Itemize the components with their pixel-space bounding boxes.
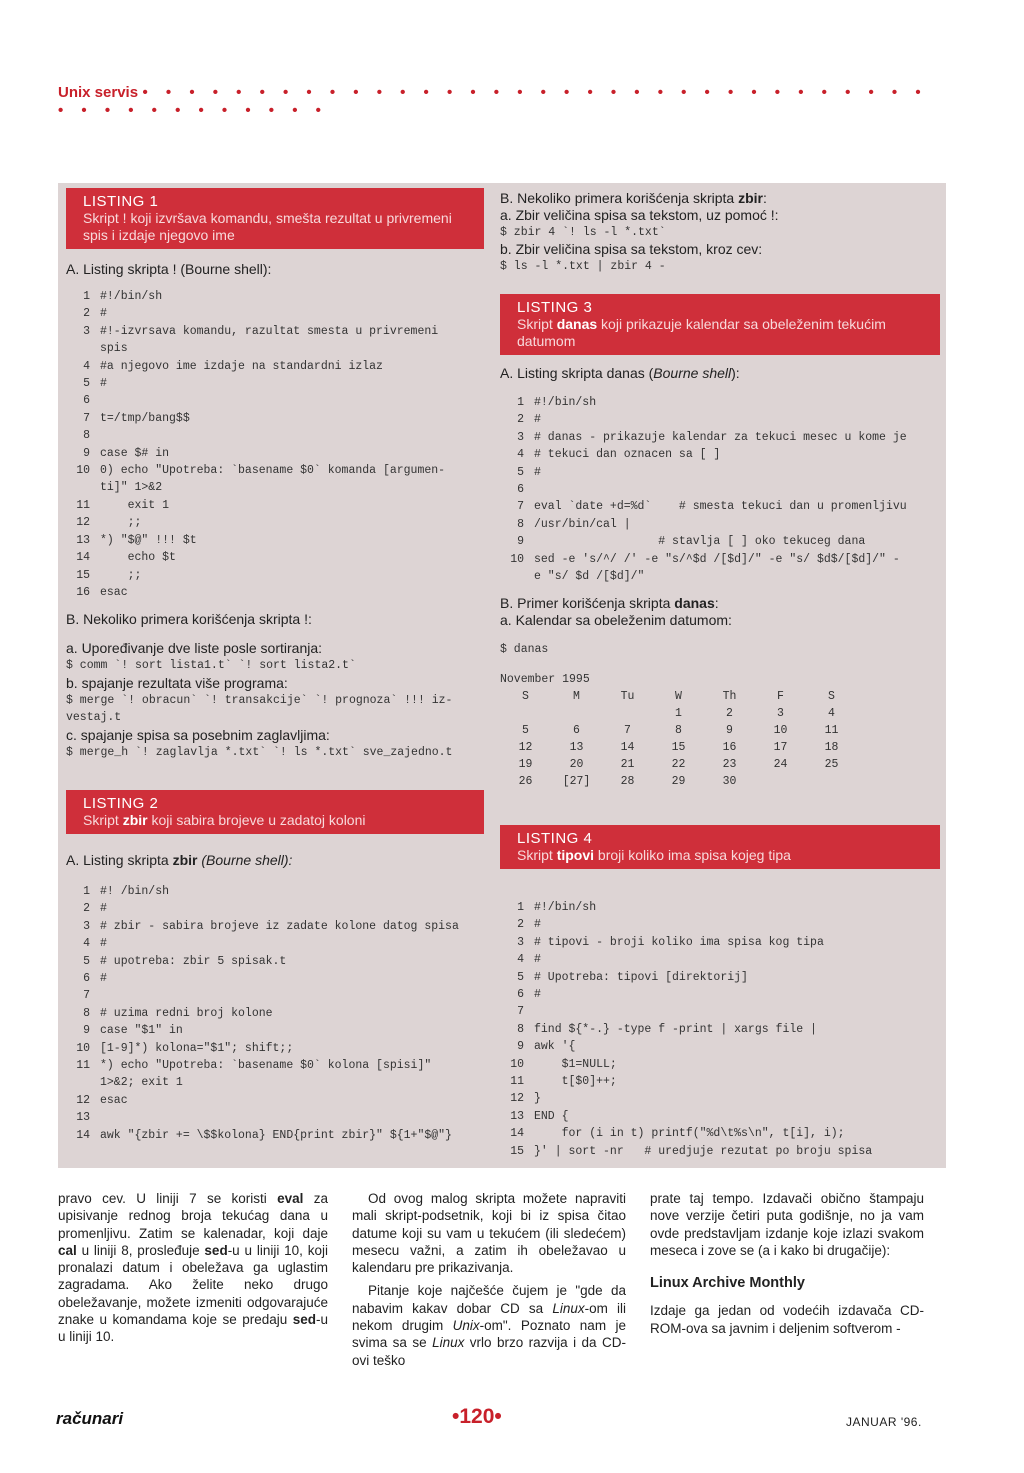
code-line bbox=[500, 516, 940, 533]
code-line bbox=[500, 951, 940, 968]
listing2-b-block bbox=[500, 190, 940, 276]
weekday-label: Th bbox=[722, 690, 737, 704]
line-number: 8 bbox=[517, 1022, 524, 1036]
code-line bbox=[66, 305, 484, 322]
article-col2-paragraph-2: Pitanje koje najčešće čujem je "gde da nabavim kakav dobar CD sa Linux-om ili nekom drugim Unix-om". Poznato nam je svima sa se Linux vrlo brzo razvija i da CD-ovi teško bbox=[352, 1283, 626, 1368]
code-line bbox=[66, 358, 484, 375]
code-text: END { bbox=[534, 1109, 569, 1123]
line-number: 1 bbox=[83, 885, 90, 898]
calendar-day: 10 bbox=[773, 724, 788, 738]
line-number: 14 bbox=[76, 1128, 90, 1142]
line-number: 14 bbox=[510, 1127, 524, 1141]
calendar-day: 12 bbox=[518, 741, 533, 755]
code-line bbox=[66, 953, 484, 970]
code-text: #!/bin/sh bbox=[100, 290, 163, 303]
line-number: 10 bbox=[76, 464, 90, 478]
code-text: # uzima redni broj kolone bbox=[100, 1006, 273, 1020]
code-text: *) echo "Upotreba: `basename $0` kolona [spisi]" bbox=[100, 1059, 432, 1073]
code-line bbox=[66, 584, 484, 601]
code-line bbox=[66, 883, 484, 900]
calendar-day: 1 bbox=[675, 707, 682, 721]
code-text: # bbox=[100, 902, 107, 916]
code-text: # bbox=[534, 988, 541, 1002]
listing1-a-heading: A. Listing skripta ! (Bourne shell): bbox=[66, 261, 272, 277]
code-text: awk '{ bbox=[534, 1040, 576, 1054]
calendar-day: 6 bbox=[573, 724, 580, 738]
calendar-day: 19 bbox=[518, 758, 533, 772]
page-header bbox=[58, 84, 938, 119]
line-number: 5 bbox=[83, 377, 90, 391]
code-line bbox=[500, 464, 940, 481]
calendar-week bbox=[500, 705, 857, 722]
calendar-day: 14 bbox=[620, 741, 635, 755]
code-text: spis bbox=[100, 342, 128, 356]
code-line bbox=[500, 969, 940, 986]
code-text: esac bbox=[100, 585, 128, 599]
code-text: #a njegovo ime izdaje na standardni izlaz bbox=[100, 359, 383, 373]
line-number: 7 bbox=[517, 500, 524, 514]
code-text: # bbox=[534, 413, 541, 427]
line-number: 2 bbox=[83, 902, 90, 916]
listing2-description: Skript zbir koji sabira brojeve u zadatoj koloni bbox=[83, 812, 366, 828]
line-number: 1 bbox=[517, 396, 524, 409]
code-text: # bbox=[100, 937, 107, 951]
calendar-day: 18 bbox=[824, 741, 839, 755]
listing4-banner bbox=[500, 825, 940, 869]
article-column-3 bbox=[650, 1190, 924, 1343]
calendar-day: 11 bbox=[824, 724, 839, 738]
line-number: 10 bbox=[76, 1041, 90, 1055]
code-line bbox=[500, 481, 940, 498]
line-number: 4 bbox=[83, 937, 90, 951]
code-text: awk "{zbir += \$$kolona} END{print zbir}" ${1+"$@"} bbox=[100, 1128, 452, 1142]
code-line bbox=[500, 916, 940, 933]
line-number: 3 bbox=[517, 935, 524, 949]
calendar-day: 30 bbox=[722, 775, 737, 789]
code-line bbox=[500, 1021, 940, 1038]
calendar-day: 15 bbox=[671, 741, 686, 755]
example-label: b. spajanje rezultata više programa: bbox=[66, 674, 288, 691]
code-line bbox=[66, 970, 484, 987]
line-number: 9 bbox=[517, 535, 524, 549]
code-line bbox=[66, 479, 484, 496]
code-text: }' | sort -nr # uredjuje rezutat po broju spisa bbox=[534, 1144, 873, 1158]
code-line bbox=[66, 340, 484, 357]
listing3-a-heading: A. Listing skripta danas (Bourne shell): bbox=[500, 365, 740, 381]
line-number: 6 bbox=[83, 972, 90, 986]
listing1-b-heading: B. Nekoliko primera korišćenja skripta !: bbox=[66, 611, 312, 628]
calendar-day: 3 bbox=[777, 707, 784, 721]
header-dots: • • • • • • • • • • • • • • • • • • • • • • • • • • • • • • • • • • • • • • • • • • • • • • bbox=[58, 84, 928, 119]
listing1-examples bbox=[66, 640, 484, 761]
article-col3-heading: Linux Archive Monthly bbox=[650, 1275, 805, 1292]
calendar-day bbox=[755, 773, 806, 790]
code-text: # bbox=[100, 307, 107, 321]
example-label: a. Zbir veličina spisa sa tekstom, uz pomoć !: bbox=[500, 207, 779, 223]
code-line bbox=[500, 498, 940, 515]
code-text: # danas - prikazuje kalendar za tekuci mesec u kome je bbox=[534, 430, 907, 444]
code-line bbox=[500, 1125, 940, 1142]
listing1-code bbox=[66, 288, 484, 601]
code-line bbox=[66, 1022, 484, 1039]
line-number: 4 bbox=[83, 359, 90, 373]
code-text: sed -e 's/^/ /' -e "s/^$d /[$d]/" -e "s/ $d$/[$d]/" - bbox=[534, 552, 900, 566]
code-text: #!/bin/sh bbox=[534, 396, 597, 409]
line-number: 13 bbox=[76, 533, 90, 547]
issue-date: JANUAR '96. bbox=[846, 1415, 922, 1429]
line-number: 15 bbox=[510, 1144, 524, 1158]
code-text: case "$1" in bbox=[100, 1024, 183, 1038]
calendar-day: 26 bbox=[518, 775, 533, 789]
line-number: 12 bbox=[76, 1093, 90, 1107]
code-line bbox=[66, 935, 484, 952]
code-line bbox=[500, 1073, 940, 1090]
calendar-day: 17 bbox=[773, 741, 788, 755]
line-number: 13 bbox=[76, 1111, 90, 1125]
code-text: #!/bin/sh bbox=[534, 901, 597, 914]
code-line bbox=[66, 549, 484, 566]
code-line bbox=[500, 1003, 940, 1020]
article-col1-paragraph: pravo cev. U liniji 7 se koristi eval za upisivanje rednog broja tekućag dana u promenljivu. Zatim se kalenadar, koji daje cal u liniji 8, prosleđuje sed-u u liniji 10, koji pronalazi datum i obeležava ga uglastim zagradama. Ako želite neko drugo obeležavanje, možete izmeniti odgovarajuće znake u komandama koje se predaju sed-u u liniji 10. bbox=[58, 1191, 328, 1345]
line-number: 10 bbox=[510, 552, 524, 566]
line-number: 2 bbox=[517, 918, 524, 932]
weekday-label: F bbox=[777, 690, 784, 704]
listing1-title: LISTING 1 bbox=[83, 193, 159, 210]
line-number: 2 bbox=[83, 307, 90, 321]
calendar-week bbox=[500, 773, 857, 790]
section-title: Unix servis bbox=[58, 84, 139, 101]
line-number: 15 bbox=[76, 568, 90, 582]
code-text: t[$0]++; bbox=[534, 1075, 617, 1089]
calendar-day: 5 bbox=[522, 724, 529, 738]
line-number: 8 bbox=[83, 429, 90, 443]
code-text: echo $t bbox=[100, 551, 176, 565]
code-line bbox=[500, 934, 940, 951]
calendar-day bbox=[806, 773, 857, 790]
calendar-day bbox=[551, 705, 602, 722]
magazine-logo: računari bbox=[56, 1409, 124, 1428]
code-line bbox=[500, 1143, 940, 1160]
code-text: eval `date +d=%d` # smesta tekuci dan u promenljivu bbox=[534, 500, 907, 514]
code-line bbox=[500, 533, 940, 550]
line-number: 7 bbox=[83, 989, 90, 1003]
code-text: [1-9]*) kolona="$1"; shift;; bbox=[100, 1041, 294, 1055]
code-text: for (i in t) printf("%d\t%s\n", t[i], i); bbox=[534, 1127, 845, 1141]
listing2-a-heading: A. Listing skripta zbir (Bourne shell): bbox=[66, 852, 293, 868]
code-line bbox=[500, 899, 940, 916]
code-text: #!-izvrsava komandu, razultat smesta u privremeni bbox=[100, 324, 439, 338]
code-line bbox=[500, 568, 940, 585]
calendar-day: 25 bbox=[824, 758, 839, 772]
calendar-weekdays bbox=[500, 688, 857, 705]
code-line bbox=[500, 551, 940, 568]
code-text: 0) echo "Upotreba: `basename $0` komanda [argumen- bbox=[100, 464, 446, 478]
line-number: 12 bbox=[510, 1092, 524, 1106]
code-line bbox=[66, 532, 484, 549]
code-text: # zbir - sabira brojeve iz zadate kolone datog spisa bbox=[100, 919, 459, 933]
line-number: 13 bbox=[510, 1109, 524, 1123]
calendar-week bbox=[500, 722, 857, 739]
code-line bbox=[66, 1092, 484, 1109]
calendar-day: 13 bbox=[569, 741, 584, 755]
article-column-2 bbox=[352, 1190, 626, 1375]
line-number: 4 bbox=[517, 953, 524, 967]
code-text: ;; bbox=[100, 568, 142, 582]
line-number: 3 bbox=[83, 919, 90, 933]
code-text: # stavlja [ ] oko tekuceg dana bbox=[534, 535, 866, 549]
line-number: 16 bbox=[76, 585, 90, 599]
listing3-block bbox=[500, 294, 940, 790]
calendar-table bbox=[500, 688, 857, 790]
listing1-banner bbox=[66, 188, 484, 249]
weekday-label: W bbox=[675, 690, 682, 704]
article-col2-paragraph-1: Od ovog malog skripta možete napraviti mali skript-podsetnik, koji bi iz spisa čitao datume koji su vam u tekućem (ili sledećem) mesecu važni, a zatim ih obeležavao u kalendaru pre prikazivanja. bbox=[352, 1191, 626, 1276]
code-line bbox=[66, 1057, 484, 1074]
code-line bbox=[66, 410, 484, 427]
calendar-day: 24 bbox=[773, 758, 788, 772]
line-number: 6 bbox=[517, 483, 524, 497]
code-line bbox=[66, 462, 484, 479]
listing2-banner bbox=[66, 790, 484, 834]
code-line bbox=[66, 1127, 484, 1144]
listing4-block bbox=[500, 825, 940, 1160]
calendar-day: [27] bbox=[562, 775, 591, 789]
calendar-day: 21 bbox=[620, 758, 635, 772]
line-number: 7 bbox=[83, 411, 90, 425]
example-code: $ merge `! obracun` `! transakcije` `! prognoza` !!! iz- vestaj.t bbox=[66, 693, 453, 725]
listing4-title: LISTING 4 bbox=[517, 830, 593, 847]
line-number: 3 bbox=[517, 430, 524, 444]
line-number: 5 bbox=[517, 970, 524, 984]
line-number: 9 bbox=[83, 1024, 90, 1038]
code-text: # tekuci dan oznacen sa [ ] bbox=[534, 448, 721, 462]
calendar-day: 23 bbox=[722, 758, 737, 772]
calendar-day: 29 bbox=[671, 775, 686, 789]
calendar-day: 28 bbox=[620, 775, 635, 789]
code-text: } bbox=[534, 1092, 541, 1106]
code-line bbox=[66, 900, 484, 917]
line-number: 11 bbox=[76, 1059, 90, 1073]
code-line bbox=[66, 567, 484, 584]
weekday-label: S bbox=[828, 690, 835, 704]
line-number: 12 bbox=[76, 516, 90, 530]
line-number: 9 bbox=[517, 1040, 524, 1054]
code-line bbox=[66, 323, 484, 340]
code-line bbox=[66, 514, 484, 531]
code-text: t=/tmp/bang$$ bbox=[100, 411, 190, 425]
code-line bbox=[66, 1109, 484, 1126]
calendar-month: November 1995 bbox=[500, 672, 590, 686]
code-text: # bbox=[534, 953, 541, 967]
weekday-label: S bbox=[522, 690, 529, 704]
listing2-title: LISTING 2 bbox=[83, 795, 159, 812]
code-text: 1>&2; exit 1 bbox=[100, 1076, 183, 1090]
code-text: e "s/ $d /[$d]/" bbox=[534, 570, 645, 584]
listing3-b-sub: a. Kalendar sa obeleženim datumom: bbox=[500, 612, 732, 629]
listing1-description: Skript ! koji izvršava komandu, smešta rezultat u privremeni spis i izdaje njegovo ime bbox=[83, 210, 452, 243]
code-line bbox=[66, 375, 484, 392]
code-text: /usr/bin/cal | bbox=[534, 517, 631, 531]
page-number: •120• bbox=[452, 1405, 502, 1428]
calendar-day: 9 bbox=[726, 724, 733, 738]
code-line bbox=[500, 1038, 940, 1055]
code-line bbox=[66, 1005, 484, 1022]
article-column-1 bbox=[58, 1190, 328, 1352]
calendar-day: 8 bbox=[675, 724, 682, 738]
line-number: 14 bbox=[76, 551, 90, 565]
listing3-banner bbox=[500, 294, 940, 355]
line-number: 8 bbox=[517, 517, 524, 531]
line-number: 4 bbox=[517, 448, 524, 462]
line-number: 6 bbox=[517, 988, 524, 1002]
listing2-examples bbox=[500, 207, 940, 276]
code-line bbox=[500, 429, 940, 446]
line-number: 6 bbox=[83, 394, 90, 408]
calendar-day bbox=[602, 705, 653, 722]
code-text: *) "$@" !!! $t bbox=[100, 533, 197, 547]
code-line bbox=[500, 446, 940, 463]
code-text: ;; bbox=[100, 516, 142, 530]
line-number: 2 bbox=[517, 413, 524, 427]
line-number: 7 bbox=[517, 1005, 524, 1019]
listing1-block bbox=[66, 188, 484, 761]
calendar-day: 4 bbox=[828, 707, 835, 721]
code-line bbox=[66, 497, 484, 514]
code-line bbox=[66, 1074, 484, 1091]
line-number: 9 bbox=[83, 446, 90, 460]
article-col3-paragraph-1: prate taj tempo. Izdavači obično štampaju nove verzije četiri puta godišnje, no ja vam ovde predstavljam izdanje koje izlazi svakom meseca i zove se (a i kako bi drugačije): bbox=[650, 1191, 924, 1258]
listing3-code bbox=[500, 394, 940, 585]
weekday-label: M bbox=[573, 690, 580, 704]
listing2-b-heading: B. Nekoliko primera korišćenja skripta zbir: bbox=[500, 190, 767, 206]
listing4-description: Skript tipovi broji koliko ima spisa kojeg tipa bbox=[517, 847, 791, 863]
code-text: # bbox=[100, 972, 107, 986]
example-code: $ ls -l *.txt | zbir 4 - bbox=[500, 260, 666, 274]
calendar-day: 20 bbox=[569, 758, 584, 772]
code-text: # bbox=[534, 918, 541, 932]
code-text: $1=NULL; bbox=[534, 1057, 617, 1071]
listing3-description: Skript danas koji prikazuje kalendar sa obeleženim tekućim datumom bbox=[517, 316, 886, 349]
line-number: 1 bbox=[517, 901, 524, 914]
calendar-week bbox=[500, 756, 857, 773]
calendar-week bbox=[500, 739, 857, 756]
listing4-code bbox=[500, 899, 940, 1160]
line-number: 5 bbox=[517, 465, 524, 479]
example-label: b. Zbir veličina spisa sa tekstom, kroz cev: bbox=[500, 241, 763, 258]
calendar-day: 2 bbox=[726, 707, 733, 721]
code-line bbox=[500, 394, 940, 411]
code-line bbox=[66, 918, 484, 935]
code-line bbox=[66, 1040, 484, 1057]
code-line bbox=[66, 427, 484, 444]
code-text: # bbox=[534, 465, 541, 479]
code-text: # bbox=[100, 377, 107, 391]
line-number: 11 bbox=[76, 498, 90, 512]
line-number: 5 bbox=[83, 954, 90, 968]
listing2-block bbox=[66, 790, 484, 1144]
calendar-day: 22 bbox=[671, 758, 686, 772]
code-line bbox=[500, 1090, 940, 1107]
example-code: $ merge_h `! zaglavlja *.txt` `! ls *.txt` sve_zajedno.t bbox=[66, 745, 453, 759]
weekday-label: Tu bbox=[620, 690, 635, 704]
code-line bbox=[500, 411, 940, 428]
code-line bbox=[66, 445, 484, 462]
code-text: ti]" 1>&2 bbox=[100, 481, 163, 495]
line-number: 8 bbox=[83, 1006, 90, 1020]
code-line bbox=[66, 987, 484, 1004]
code-line bbox=[66, 288, 484, 305]
listing2-code bbox=[66, 883, 484, 1144]
example-code: $ comm `! sort lista1.t` `! sort lista2.t` bbox=[66, 659, 356, 673]
line-number: 1 bbox=[83, 290, 90, 303]
code-text: # tipovi - broji koliko ima spisa kog tipa bbox=[534, 935, 824, 949]
calendar-weeks bbox=[500, 705, 857, 790]
code-text: exit 1 bbox=[100, 498, 170, 512]
code-line bbox=[500, 1108, 940, 1125]
line-number: 3 bbox=[83, 324, 90, 338]
calendar-day bbox=[500, 705, 551, 722]
code-line bbox=[500, 1056, 940, 1073]
listing3-title: LISTING 3 bbox=[517, 299, 593, 316]
code-text: find ${*-.} -type f -print | xargs file | bbox=[534, 1022, 817, 1036]
example-code: $ zbir 4 `! ls -l *.txt` bbox=[500, 226, 666, 239]
code-text: #! /bin/sh bbox=[100, 885, 170, 898]
article-col3-paragraph-2: Izdaje ga jedan od vodećih izdavača CD-ROM-ova sa javnim i deljenim softverom - bbox=[650, 1303, 924, 1336]
code-text: esac bbox=[100, 1093, 128, 1107]
code-text: # upotreba: zbir 5 spisak.t bbox=[100, 954, 287, 968]
listing3-b-heading: B. Primer korišćenja skripta danas: bbox=[500, 595, 719, 612]
calendar-day: 7 bbox=[624, 724, 631, 738]
example-label: a. Upoređivanje dve liste posle sortiranja: bbox=[66, 640, 323, 657]
code-line bbox=[66, 392, 484, 409]
example-label: c. spajanje spisa sa posebnim zaglavljima: bbox=[66, 726, 330, 743]
code-line bbox=[500, 986, 940, 1003]
code-text: case $# in bbox=[100, 446, 170, 460]
line-number: 10 bbox=[510, 1057, 524, 1071]
calendar-day: 16 bbox=[722, 741, 737, 755]
code-text: # Upotreba: tipovi [direktorij] bbox=[534, 970, 748, 984]
danas-command: $ danas bbox=[500, 643, 549, 657]
line-number: 11 bbox=[510, 1075, 524, 1089]
